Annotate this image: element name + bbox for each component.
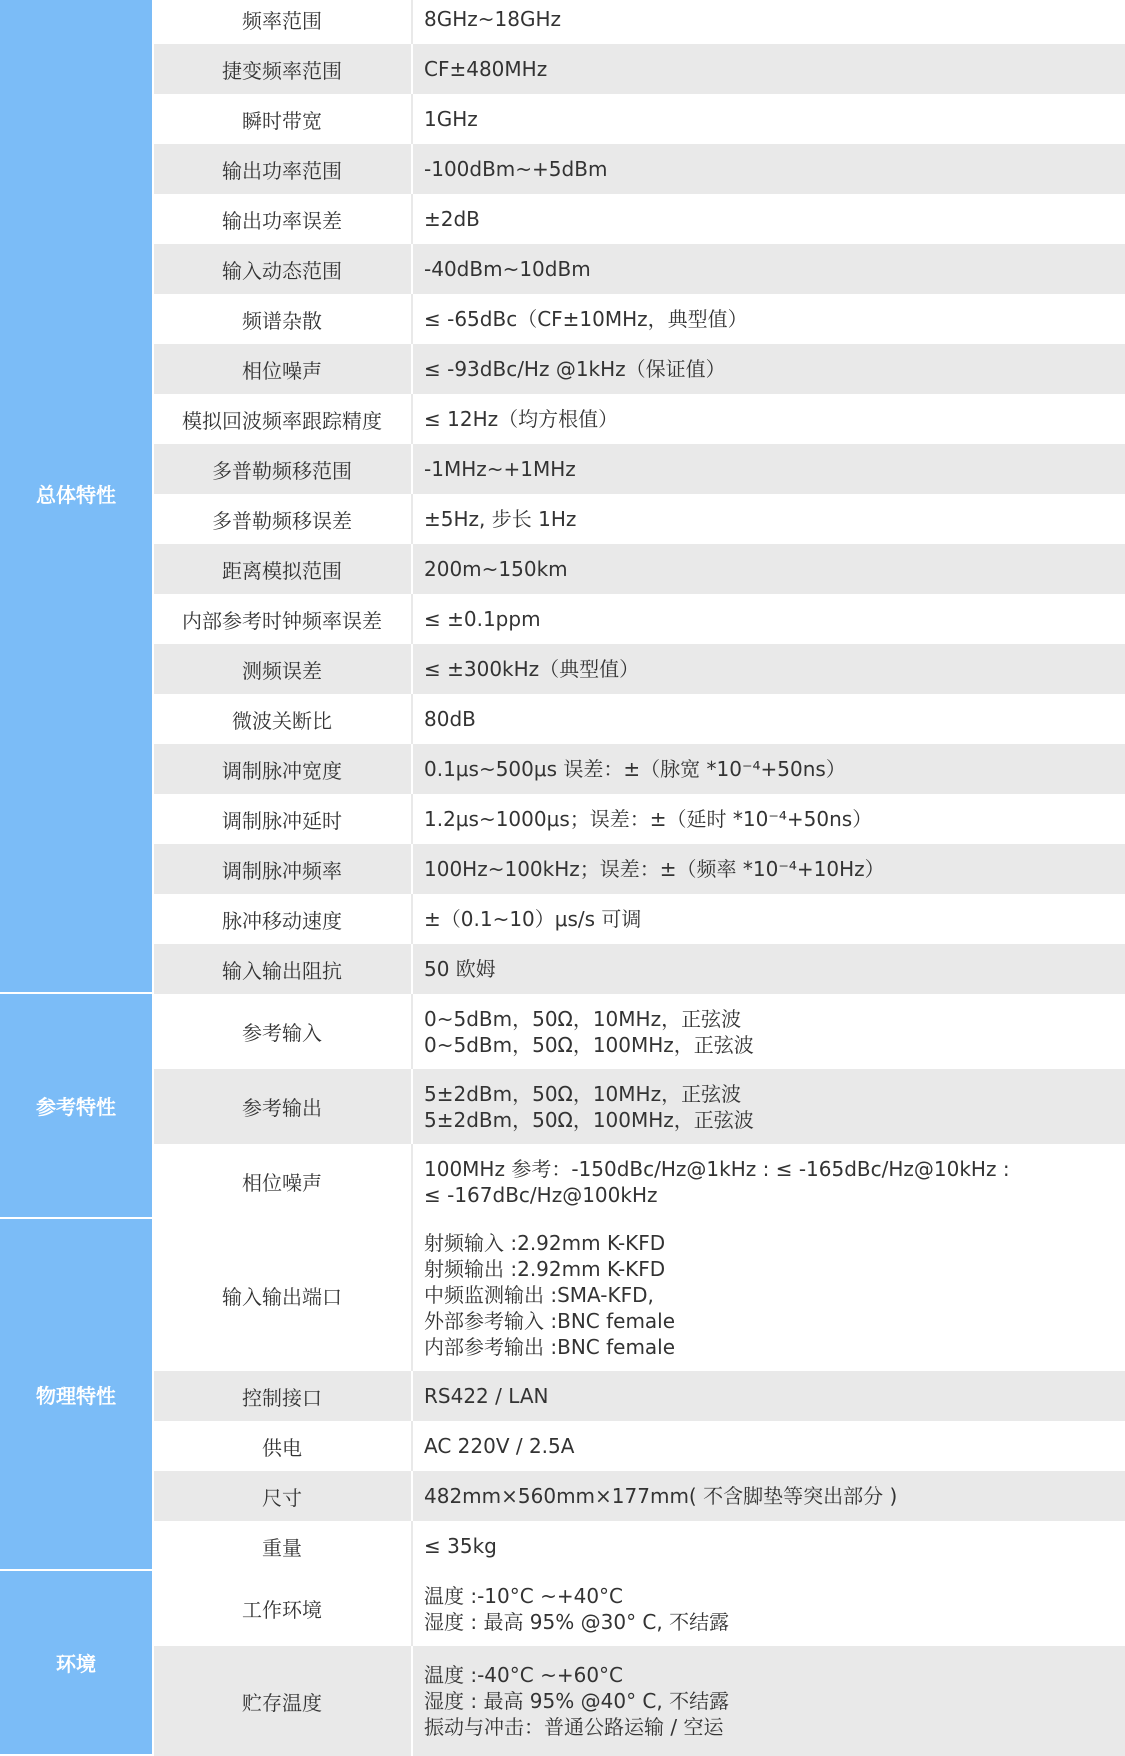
spec-value-line: 1GHz [424, 107, 478, 131]
spec-label: 模拟回波频率跟踪精度 [182, 408, 382, 433]
spec-value [424, 0, 1115, 44]
spec-label: 输入输出端口 [222, 1284, 342, 1309]
spec-row [154, 1471, 1125, 1521]
spec-row [154, 244, 1125, 294]
column-divider [411, 1069, 413, 1144]
spec-row [154, 0, 1125, 44]
column-divider [411, 794, 413, 844]
spec-value [424, 294, 1115, 344]
column-divider [411, 944, 413, 994]
spec-value-line: 内部参考输出 :BNC female [424, 1335, 676, 1359]
spec-row [154, 794, 1125, 844]
column-divider [411, 1521, 413, 1571]
spec-value-line: 振动与冲击：普通公路运输 / 空运 [424, 1715, 724, 1739]
spec-value-line: 中频监测输出 :SMA-KFD, [424, 1283, 654, 1307]
spec-label: 重量 [262, 1535, 302, 1560]
spec-row [154, 44, 1125, 94]
column-divider [411, 994, 413, 1069]
spec-value-line: ≤ -167dBc/Hz@100kHz [424, 1182, 658, 1207]
spec-value [424, 1069, 1115, 1144]
spec-row [154, 294, 1125, 344]
spec-value-line: ≤ ±0.1ppm [424, 607, 541, 631]
spec-value [424, 794, 1115, 844]
column-divider [411, 394, 413, 444]
spec-value [424, 244, 1115, 294]
spec-row [154, 1521, 1125, 1571]
column-divider [411, 494, 413, 544]
spec-value-line: -1MHz~+1MHz [424, 457, 576, 481]
spec-row [154, 1646, 1125, 1756]
spec-value [424, 94, 1115, 144]
spec-value-line: ≤ 12Hz（均方根值） [424, 407, 619, 431]
spec-value-line: 8GHz~18GHz [424, 7, 562, 31]
spec-value [424, 1571, 1115, 1646]
spec-value [424, 994, 1115, 1069]
spec-value-line: 1.2μs~1000μs；误差：±（延时 *10⁻⁴+50ns） [424, 807, 873, 831]
column-divider [411, 0, 413, 44]
spec-label: 频谱杂散 [242, 308, 322, 333]
group-header: 物理特性 [0, 1219, 152, 1569]
spec-label: 调制脉冲频率 [222, 858, 342, 883]
spec-value [424, 544, 1115, 594]
column-divider [411, 194, 413, 244]
spec-value [424, 194, 1115, 244]
spec-label: 贮存温度 [242, 1690, 322, 1715]
spec-value-line: -100dBm~+5dBm [424, 157, 608, 181]
spec-label: 内部参考时钟频率误差 [182, 608, 382, 633]
spec-value [424, 1371, 1115, 1421]
spec-label: 瞬时带宽 [242, 108, 322, 133]
spec-value-line: 0~5dBm，50Ω，100MHz，正弦波 [424, 1032, 754, 1057]
spec-row [154, 644, 1125, 694]
spec-row [154, 944, 1125, 994]
spec-row [154, 744, 1125, 794]
spec-value [424, 644, 1115, 694]
column-divider [411, 144, 413, 194]
spec-value [424, 1144, 1115, 1219]
spec-value-line: RS422 / LAN [424, 1384, 549, 1408]
spec-value [424, 144, 1115, 194]
spec-label: 输出功率范围 [222, 158, 342, 183]
spec-label: 相位噪声 [242, 358, 322, 383]
group-header: 环境 [0, 1571, 152, 1754]
spec-row [154, 344, 1125, 394]
spec-value-line: 80dB [424, 707, 476, 731]
spec-row [154, 1371, 1125, 1421]
spec-value-line: 湿度 : 最高 95% @30° C, 不结露 [424, 1609, 730, 1634]
spec-row [154, 894, 1125, 944]
spec-value [424, 944, 1115, 994]
spec-value [424, 744, 1115, 794]
spec-value [424, 44, 1115, 94]
spec-value-line: 温度 :-10°C ~+40°C [424, 1583, 624, 1608]
spec-row [154, 94, 1125, 144]
spec-value-line: AC 220V / 2.5A [424, 1434, 575, 1458]
column-divider [411, 44, 413, 94]
spec-value-line: ≤ 35kg [424, 1534, 497, 1558]
spec-label: 调制脉冲延时 [222, 808, 342, 833]
column-divider [411, 444, 413, 494]
spec-value-line: 射频输入 :2.92mm K-KFD [424, 1231, 666, 1255]
spec-label: 调制脉冲宽度 [222, 758, 342, 783]
column-divider [411, 1646, 413, 1756]
spec-value-line: 100MHz 参考：-150dBc/Hz@1kHz : ≤ -165dBc/Hz@10kHz : [424, 1156, 1010, 1181]
column-divider [411, 244, 413, 294]
spec-row [154, 1219, 1125, 1371]
spec-value-line: 0~5dBm，50Ω，10MHz，正弦波 [424, 1006, 742, 1031]
column-divider [411, 644, 413, 694]
spec-row [154, 194, 1125, 244]
spec-value [424, 444, 1115, 494]
spec-label: 测频误差 [242, 658, 322, 683]
spec-value-line: ≤ -65dBc（CF±10MHz，典型值） [424, 307, 748, 331]
spec-value-line: 482mm×560mm×177mm( 不含脚垫等突出部分 ) [424, 1484, 898, 1508]
spec-value-line: 5±2dBm，50Ω，10MHz，正弦波 [424, 1081, 742, 1106]
spec-value-line: ±5Hz, 步长 1Hz [424, 507, 577, 531]
column-divider [411, 344, 413, 394]
spec-value-line: ≤ -93dBc/Hz @1kHz（保证值） [424, 357, 726, 381]
spec-row [154, 1069, 1125, 1144]
spec-label: 输入输出阻抗 [222, 958, 342, 983]
spec-row [154, 994, 1125, 1069]
spec-value [424, 594, 1115, 644]
column-divider [411, 1219, 413, 1371]
spec-label: 参考输入 [242, 1021, 322, 1045]
spec-label: 相位噪声 [242, 1171, 322, 1195]
spec-value-line: 温度 :-40°C ~+60°C [424, 1663, 624, 1687]
spec-value-line: ±（0.1~10）μs/s 可调 [424, 907, 642, 931]
column-divider [411, 1571, 413, 1646]
spec-row [154, 544, 1125, 594]
spec-value [424, 394, 1115, 444]
column-divider [411, 1144, 413, 1219]
column-divider [411, 694, 413, 744]
column-divider [411, 1471, 413, 1521]
spec-value [424, 344, 1115, 394]
spec-label: 捷变频率范围 [222, 58, 342, 83]
spec-value-line: ≤ ±300kHz（典型值） [424, 657, 640, 681]
spec-value [424, 494, 1115, 544]
spec-label: 输出功率误差 [222, 208, 342, 233]
spec-value-line: 100Hz~100kHz；误差：±（频率 *10⁻⁴+10Hz） [424, 857, 885, 881]
spec-label: 微波关断比 [232, 708, 332, 733]
spec-label: 输入动态范围 [222, 258, 342, 283]
spec-value-line: 50 欧姆 [424, 957, 496, 981]
column-divider [411, 294, 413, 344]
spec-value-line: -40dBm~10dBm [424, 257, 591, 281]
column-divider [411, 594, 413, 644]
spec-value-line: 外部参考输入 :BNC female [424, 1309, 676, 1333]
spec-label: 工作环境 [242, 1598, 322, 1622]
spec-row [154, 444, 1125, 494]
spec-value-line: 200m~150km [424, 557, 568, 581]
column-divider [411, 744, 413, 794]
group-header: 参考特性 [0, 994, 152, 1217]
column-divider [411, 544, 413, 594]
column-divider [411, 94, 413, 144]
spec-value-line: 射频输出 :2.92mm K-KFD [424, 1257, 666, 1281]
column-divider [411, 844, 413, 894]
spec-value-line: CF±480MHz [424, 57, 548, 81]
spec-row [154, 594, 1125, 644]
spec-label: 频率范围 [242, 8, 322, 33]
spec-row [154, 494, 1125, 544]
spec-label: 多普勒频移范围 [212, 458, 352, 483]
column-divider [411, 1421, 413, 1471]
spec-value [424, 1219, 1115, 1371]
spec-value [424, 1521, 1115, 1571]
spec-value [424, 844, 1115, 894]
spec-value [424, 694, 1115, 744]
spec-label: 脉冲移动速度 [222, 908, 342, 933]
spec-row [154, 694, 1125, 744]
spec-row [154, 394, 1125, 444]
spec-label: 供电 [262, 1435, 302, 1460]
spec-row [154, 844, 1125, 894]
spec-row [154, 1144, 1125, 1219]
spec-row [154, 1571, 1125, 1646]
spec-value [424, 1421, 1115, 1471]
spec-label: 多普勒频移误差 [212, 508, 352, 533]
spec-value-line: 湿度 : 最高 95% @40° C, 不结露 [424, 1689, 730, 1713]
column-divider [411, 1371, 413, 1421]
spec-row [154, 1421, 1125, 1471]
group-header: 总体特性 [0, 0, 152, 992]
spec-value-line: 5±2dBm，50Ω，100MHz，正弦波 [424, 1107, 754, 1132]
spec-label: 尺寸 [262, 1485, 302, 1510]
spec-label: 控制接口 [242, 1385, 322, 1410]
spec-value [424, 1646, 1115, 1756]
spec-value-line: 0.1μs~500μs 误差：±（脉宽 *10⁻⁴+50ns） [424, 757, 846, 781]
spec-value [424, 894, 1115, 944]
column-divider [411, 894, 413, 944]
spec-label: 距离模拟范围 [222, 558, 342, 583]
spec-value [424, 1471, 1115, 1521]
spec-label: 参考输出 [242, 1096, 322, 1120]
spec-value-line: ±2dB [424, 207, 480, 231]
spec-row [154, 144, 1125, 194]
